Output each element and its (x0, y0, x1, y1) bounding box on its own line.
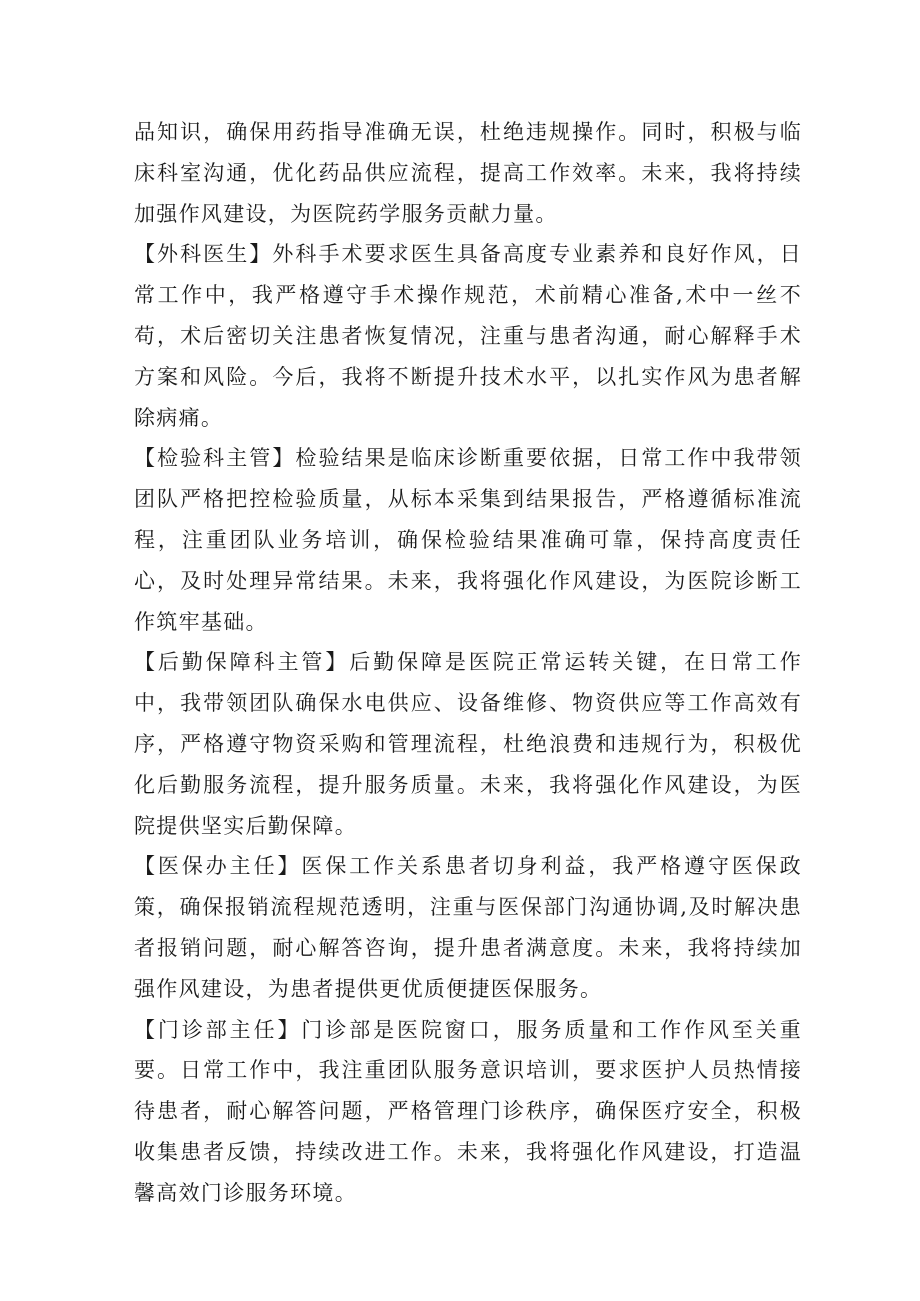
paragraph-text: 医保工作关系患者切身利益，我严格遵守医保政策，确保报销流程规范透明，注重与医保部门沟通协调,及时解决患者报销问题，耐心解答咨询，提升患者满意度。未来，我将持续加强作风建设，为患者提供更优质便捷医保服务。 (134, 854, 802, 1001)
paragraph-logistics-supervisor (134, 642, 802, 846)
paragraph-heading: 【后勤保障科主管】 (134, 650, 350, 675)
paragraph-heading: 【检验科主管】 (134, 446, 296, 471)
paragraph-text: 品知识，确保用药指导准确无误，杜绝违规操作。同时，积极与临床科室沟通，优化药品供应流程，提高工作效率。未来，我将持续加强作风建设，为医院药学服务贡献力量。 (134, 120, 802, 226)
paragraph-text: 检验结果是临床诊断重要依据，日常工作中我带领团队严格把控检验质量，从标本采集到结果报告，严格遵循标准流程，注重团队业务培训，确保检验结果准确可靠，保持高度责任心，及时处理异常结果。未来，我将强化作风建设，为医院诊断工作筑牢基础。 (134, 446, 802, 634)
paragraph-continuation (134, 112, 802, 234)
paragraph-text: 门诊部是医院窗口，服务质量和工作作风至关重要。日常工作中，我注重团队服务意识培训，要求医护人员热情接待患者，耐心解答问题，严格管理门诊秩序，确保医疗安全，积极收集患者反馈，持续改进工作。未来，我将强化作风建设，打造温馨高效门诊服务环境。 (134, 1017, 802, 1205)
document-body (134, 112, 802, 1214)
paragraph-lab-supervisor (134, 438, 802, 642)
paragraph-heading: 【门诊部主任】 (134, 1017, 302, 1042)
paragraph-medical-insurance-director (134, 846, 802, 1009)
paragraph-heading: 【医保办主任】 (134, 854, 302, 879)
paragraph-heading: 【外科医生】 (134, 242, 273, 267)
paragraph-outpatient-director (134, 1010, 802, 1214)
paragraph-text: 后勤保障是医院正常运转关键，在日常工作中，我带领团队确保水电供应、设备维修、物资供应等工作高效有序，严格遵守物资采购和管理流程，杜绝浪费和违规行为，积极优化后勤服务流程，提升服务质量。未来，我将强化作风建设，为医院提供坚实后勤保障。 (134, 650, 802, 838)
paragraph-text: 外科手术要求医生具备高度专业素养和良好作风，日常工作中，我严格遵守手术操作规范，术前精心准备,术中一丝不苟，术后密切关注患者恢复情况，注重与患者沟通，耐心解释手术方案和风险。今后，我将不断提升技术水平，以扎实作风为患者解除病痛。 (134, 242, 802, 430)
paragraph-surgeon (134, 234, 802, 438)
